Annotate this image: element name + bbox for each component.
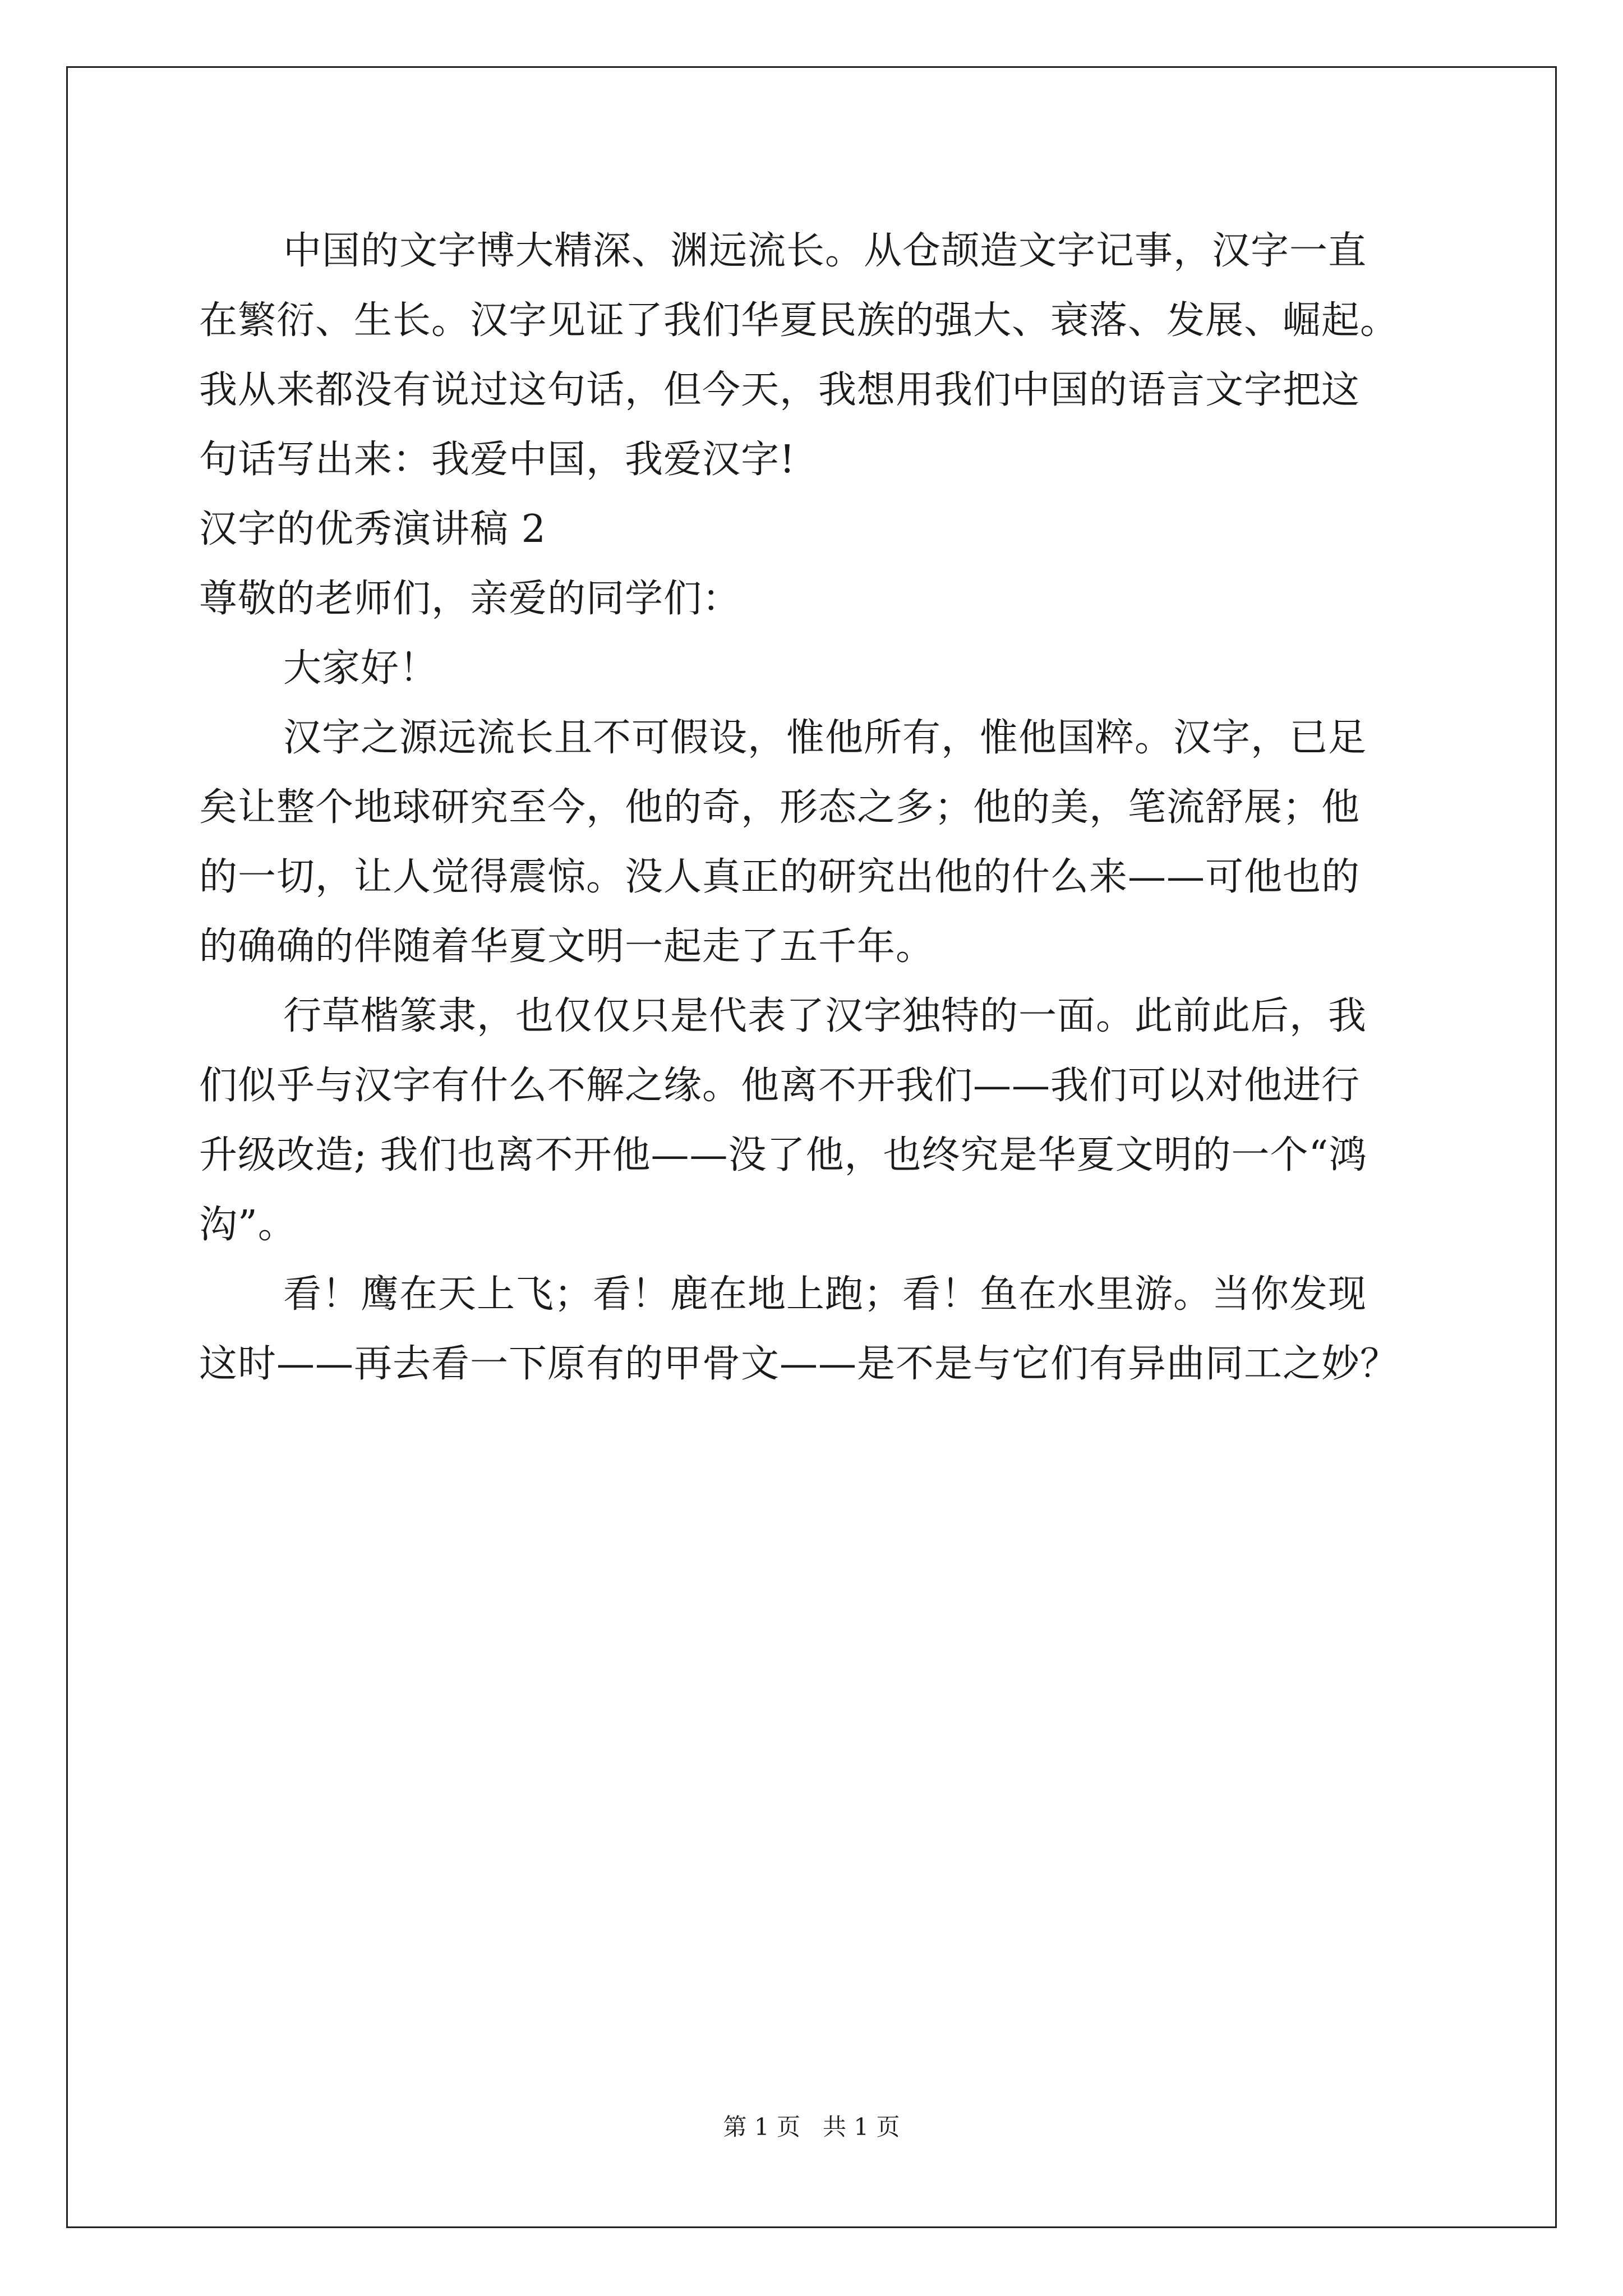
section-title: 汉字的优秀演讲稿 2 [199,507,546,551]
paragraph-line: 的确确的伴随着华夏文明一起走了五千年。 [199,924,935,969]
salutation: 尊敬的老师们，亲爱的同学们： [199,577,741,621]
paragraph-line: 我从来都没有说过这句话，但今天，我想用我们中国的语言文字把这 [199,368,1361,412]
paragraph-line: 中国的文字博大精深、渊远流长。从仓颉造文字记事，汉字一直 [283,229,1367,273]
paragraph-line: 这时——再去看一下原有的甲骨文——是不是与它们有异曲同工之妙？ [199,1342,1399,1386]
paragraph-line: 汉字之源远流长且不可假设，惟他所有，惟他国粹。汉字，已足 [283,716,1367,760]
paragraph-line: 沟”。 [199,1203,297,1247]
paragraph-line: 在繁衍、生长。汉字见证了我们华夏民族的强大、衰落、发展、崛起。 [199,298,1399,343]
paragraph-line: 句话写出来：我爱中国，我爱汉字! [199,438,796,482]
paragraph-line: 行草楷篆隶，也仅仅只是代表了汉字独特的一面。此前此后，我 [283,994,1367,1038]
paragraph-line: 们似乎与汉字有什么不解之缘。他离不开我们——我们可以对他进行 [199,1064,1361,1108]
greeting: 大家好！ [283,646,439,691]
page-footer: 第 1 页 共 1 页 [723,2113,900,2141]
paragraph-line: 矣让整个地球研究至今，他的奇，形态之多；他的美，笔流舒展；他 [199,785,1361,830]
paragraph-line: 看！鹰在天上飞；看！鹿在地上跑；看！鱼在水里游。当你发现 [283,1272,1367,1317]
paragraph-line: 的一切，让人觉得震惊。没人真正的研究出他的什么来——可他也的 [199,855,1361,899]
paragraph-line: 升级改造; 我们也离不开他——没了他，也终究是华夏文明的一个“鸿 [199,1133,1368,1177]
